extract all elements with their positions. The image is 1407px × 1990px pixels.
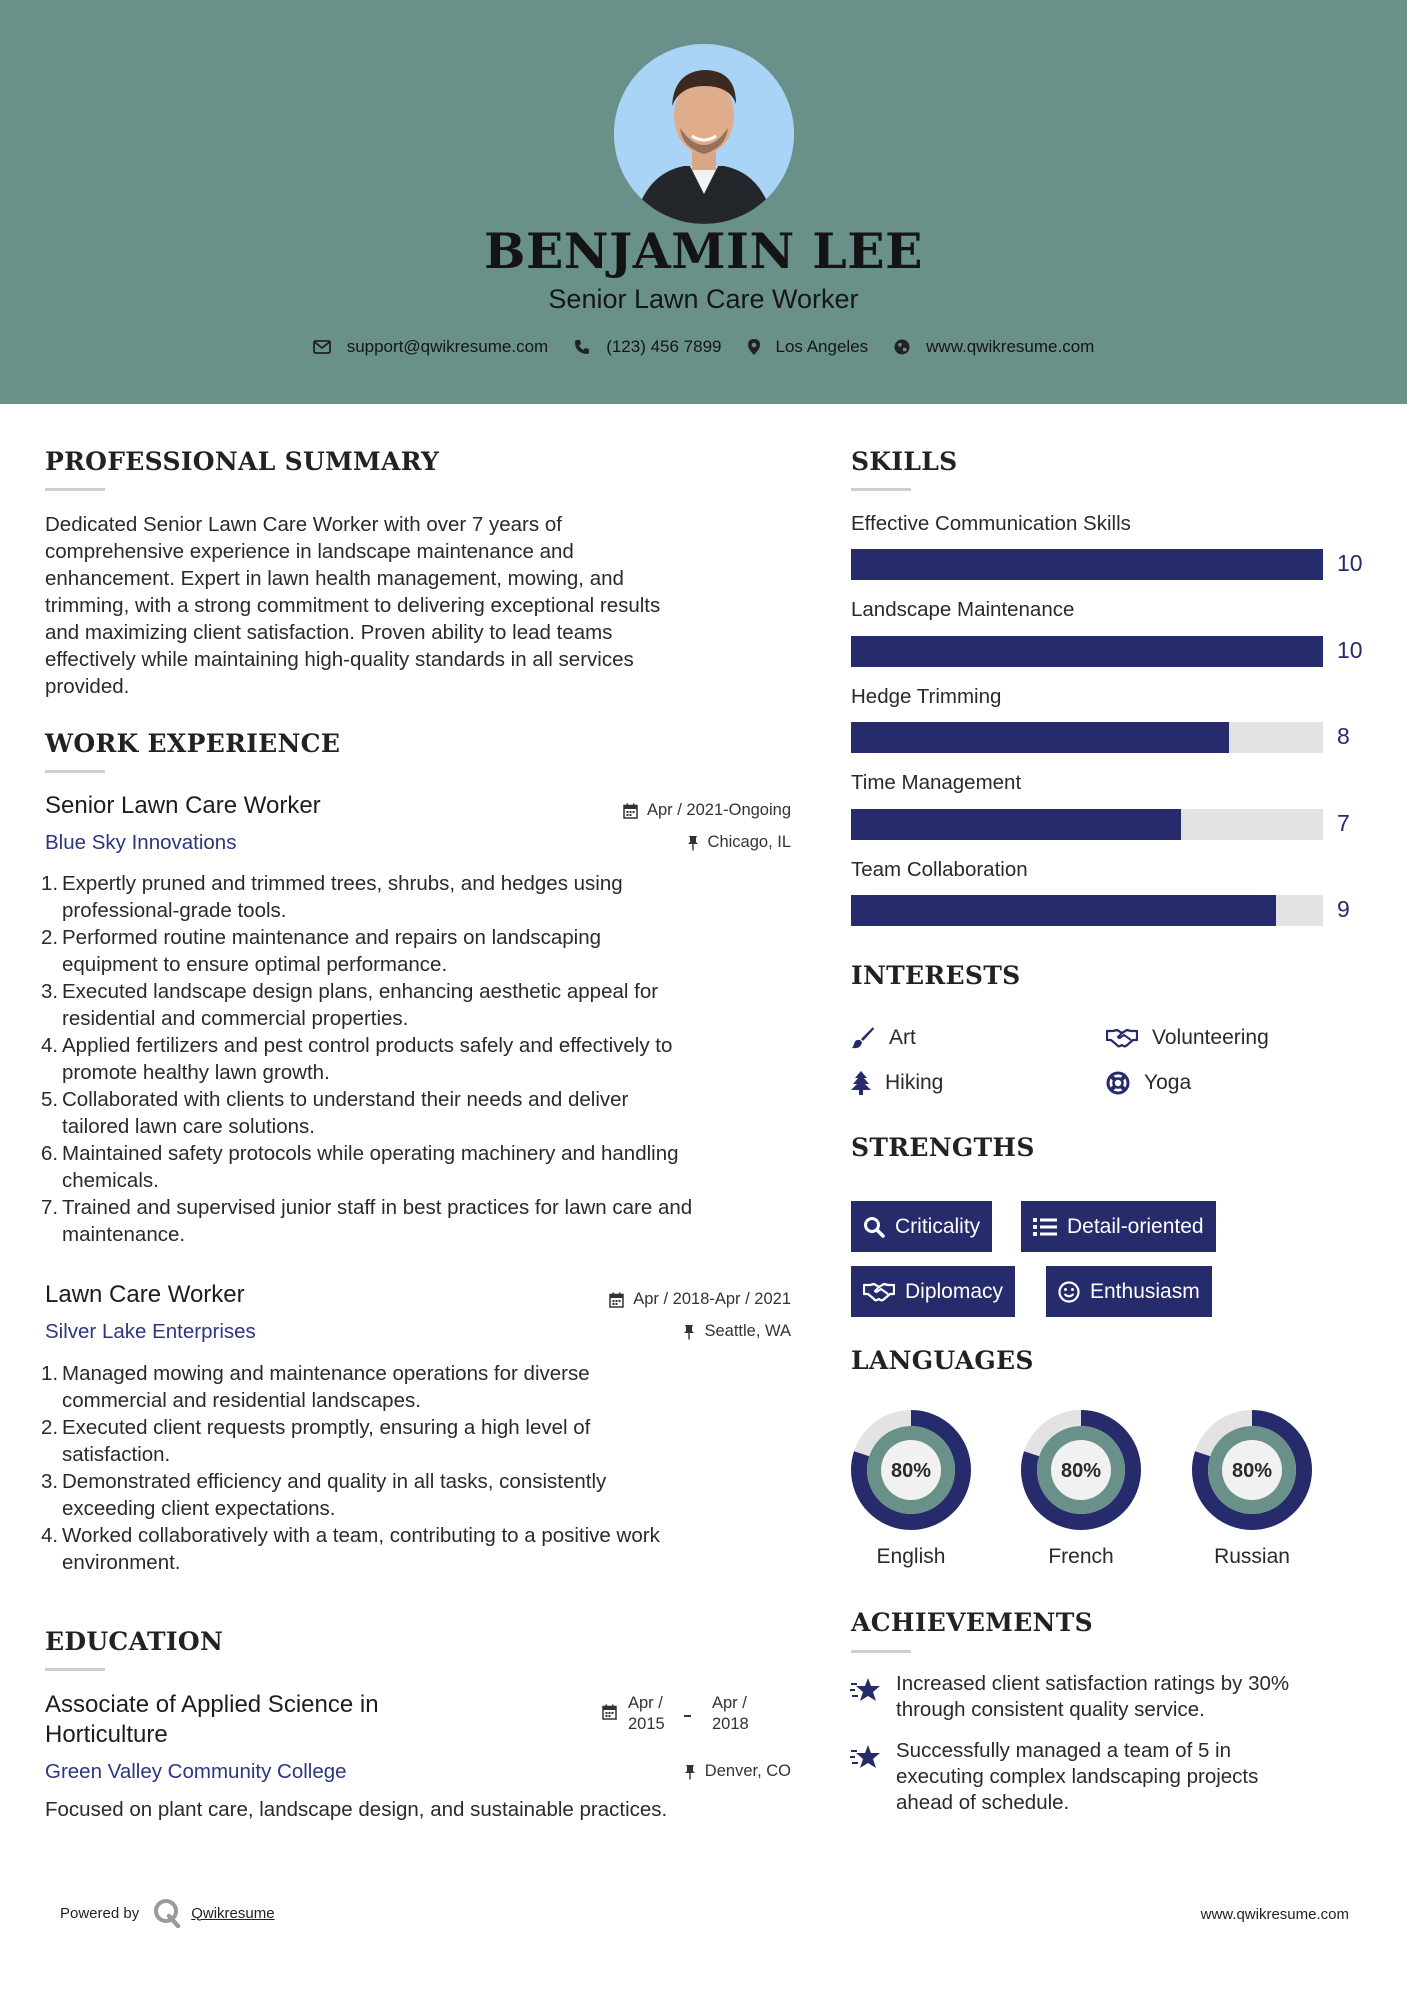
strength-chip: Diplomacy (851, 1266, 1015, 1317)
list-item: 7. Trained and supervised junior staff in best practices for lawn care and maintenance. (41, 1196, 693, 1246)
skill-label: Team Collaboration (851, 858, 1028, 881)
star-award-icon (849, 1743, 883, 1771)
skill-bar (851, 636, 1323, 667)
language-ring-graphic (1190, 1408, 1314, 1532)
start-date: Apr / 2015 (628, 1694, 665, 1733)
map-pin-icon (748, 339, 760, 355)
list-item: 5. Collaborated with clients to understand their needs and deliver tailored lawn care solutions. (41, 1088, 629, 1138)
skill-value: 7 (1337, 810, 1350, 836)
degree-title (45, 1690, 379, 1750)
skill-bar (851, 549, 1323, 580)
education-location (560, 1762, 791, 1781)
skill-label: Time Management (851, 771, 1022, 794)
education-dates (600, 1693, 770, 1739)
job-title: Senior Lawn Care Worker (45, 792, 321, 819)
achievement-item: Increased client satisfaction ratings by 30% through consistent quality service. (896, 1672, 1290, 1721)
summary-text (45, 511, 805, 700)
skill-value: 10 (1337, 637, 1363, 663)
list-item: 1. Expertly pruned and trimmed trees, shrubs, and hedges using professional-grade tools. (41, 872, 623, 922)
powered-by-label: Powered by (60, 1904, 140, 1922)
calendar-icon (623, 803, 638, 819)
skill-bar (851, 895, 1323, 926)
strength-chip: Enthusiasm (1046, 1266, 1212, 1317)
smile-icon (1058, 1281, 1080, 1303)
contact-location (748, 337, 869, 357)
list-item: 3. Demonstrated efficiency and quality in all tasks, consistently exceeding client expectations. (41, 1470, 607, 1520)
footer-website[interactable]: www.qwikresume.com (1200, 1906, 1349, 1923)
calendar-icon (602, 1704, 617, 1720)
list-item: 2. Executed client requests promptly, ensuring a high level of satisfaction. (41, 1416, 591, 1466)
language-ring (849, 1408, 973, 1532)
experience-heading: WORK EXPERIENCE (45, 729, 341, 758)
strengths-heading: STRENGTHS (851, 1133, 1035, 1162)
interest-yoga: Yoga (1106, 1071, 1191, 1095)
summary-line: trimming, with a strong commitment to delivering exceptional results (45, 594, 661, 617)
summary-divider (45, 488, 105, 491)
summary-line: comprehensive experience in landscape maintenance and (45, 540, 574, 563)
school-name: Green Valley Community College (45, 1760, 347, 1783)
degree-line: Associate of Applied Science in (45, 1691, 379, 1718)
skill-bar (851, 722, 1323, 753)
list-item: 4. Worked collaboratively with a team, contributing to a positive work environment. (41, 1524, 660, 1574)
phone-icon (574, 339, 590, 355)
language-name: English (876, 1545, 946, 1568)
interest-art: Art (851, 1026, 916, 1050)
job-title: Lawn Care Worker (45, 1281, 245, 1308)
qwikresume-link[interactable]: Qwikresume (191, 1904, 275, 1922)
skills-heading: SKILLS (851, 447, 958, 476)
pushpin-icon (683, 1324, 695, 1340)
interest-hiking: Hiking (851, 1071, 943, 1095)
qwikresume-logo-icon (153, 1898, 181, 1928)
job-location (560, 833, 791, 852)
interest-volunteering: Volunteering (1106, 1026, 1269, 1050)
language-ring (1019, 1408, 1143, 1532)
contact-phone-text: (123) 456 7899 (606, 337, 722, 356)
globe-icon (894, 339, 910, 355)
skill-label: Hedge Trimming (851, 685, 1002, 708)
achievements-divider (851, 1650, 911, 1653)
language-ring (1190, 1408, 1314, 1532)
contact-location-text: Los Angeles (775, 337, 869, 356)
education-divider (45, 1668, 105, 1671)
skill-bar-fill (851, 722, 1229, 753)
summary-line: enhancement. Expert in lawn health management, mowing, and (45, 567, 624, 590)
summary-line: and maximizing client satisfaction. Proven ability to lead teams (45, 621, 613, 644)
job-location-text: Seattle, WA (704, 1322, 791, 1340)
skill-bar (851, 809, 1323, 840)
contact-bar (0, 337, 1407, 357)
education-description: Focused on plant care, landscape design, and sustainable practices. (45, 1798, 668, 1821)
language-ring-graphic (849, 1408, 973, 1532)
summary-heading: PROFESSIONAL SUMMARY (45, 447, 440, 476)
contact-email-text: support@qwikresume.com (346, 337, 549, 356)
job-location (560, 1322, 791, 1341)
handshake-icon (863, 1281, 895, 1303)
list-item: 3. Executed landscape design plans, enhancing aesthetic appeal for residential and commercial properties. (41, 980, 659, 1030)
candidate-name: BENJAMIN LEE (484, 222, 923, 280)
contact-website-text: www.qwikresume.com (926, 337, 1095, 356)
pushpin-icon (687, 835, 699, 851)
skill-value: 10 (1337, 550, 1363, 576)
job-dates-text: Apr / 2018-Apr / 2021 (633, 1290, 791, 1308)
experience-divider (45, 770, 105, 773)
job-responsibilities (43, 870, 813, 1248)
languages-heading: LANGUAGES (851, 1346, 1034, 1375)
pushpin-icon (684, 1764, 696, 1780)
job-responsibilities (43, 1360, 813, 1576)
skill-bar-fill (851, 895, 1276, 926)
language-percent: 80% (1060, 1460, 1102, 1482)
life-ring-icon (1106, 1071, 1130, 1095)
interests-heading: INTERESTS (851, 961, 1021, 990)
contact-phone[interactable] (574, 337, 721, 357)
powered-by (60, 1898, 275, 1928)
language-name: French (1048, 1545, 1114, 1568)
strength-chip: Criticality (851, 1201, 992, 1252)
language-name: Russian (1214, 1545, 1290, 1568)
job-dates (560, 1290, 791, 1309)
list-item: 6. Maintained safety protocols while operating machinery and handling chemicals. (41, 1142, 679, 1192)
skill-bar-fill (851, 549, 1323, 580)
job-dates-text: Apr / 2021-Ongoing (646, 801, 791, 819)
language-ring-graphic (1019, 1408, 1143, 1532)
contact-email[interactable] (313, 337, 549, 357)
list-item: 2. Performed routine maintenance and repairs on landscaping equipment to ensure optimal performance. (41, 926, 602, 976)
list-item: 4. Applied fertilizers and pest control products safely and effectively to promote healthy lawn growth. (41, 1034, 673, 1084)
summary-line: provided. (45, 675, 130, 698)
education-location-text: Denver, CO (704, 1762, 791, 1780)
profile-photo (614, 44, 794, 224)
paintbrush-icon (851, 1026, 875, 1050)
star-award-icon (849, 1676, 883, 1704)
skill-label: Effective Communication Skills (851, 512, 1131, 535)
job-location-text: Chicago, IL (707, 833, 791, 851)
envelope-icon (313, 340, 331, 354)
end-date: Apr / 2018 (712, 1694, 749, 1733)
tree-icon (851, 1071, 871, 1095)
strength-chip: Detail-oriented (1021, 1201, 1216, 1252)
skill-label: Landscape Maintenance (851, 598, 1075, 621)
degree-line: Horticulture (45, 1721, 168, 1748)
achievement-item: Successfully managed a team of 5 in executing complex landscaping projects ahead of schedule. (896, 1739, 1259, 1814)
language-percent: 80% (890, 1460, 932, 1482)
education-heading: EDUCATION (45, 1627, 224, 1656)
list-item: 1. Managed mowing and maintenance operations for diverse commercial and residential landscapes. (41, 1362, 590, 1412)
calendar-icon (609, 1292, 624, 1308)
skill-value: 9 (1337, 896, 1350, 922)
handshake-icon (1106, 1027, 1138, 1049)
skills-divider (851, 488, 911, 491)
list-icon (1033, 1217, 1057, 1237)
skill-value: 8 (1337, 723, 1350, 749)
skill-bar-fill (851, 809, 1181, 840)
job-dates (560, 801, 791, 820)
language-percent: 80% (1231, 1460, 1273, 1482)
skill-bar-fill (851, 636, 1323, 667)
summary-line: effectively while maintaining high-quality standards in all services (45, 648, 634, 671)
resume-header (0, 0, 1407, 404)
contact-website[interactable] (894, 337, 1094, 357)
achievements-heading: ACHIEVEMENTS (851, 1608, 1093, 1637)
date-separator (684, 1715, 691, 1717)
search-icon (863, 1216, 885, 1238)
company-name: Silver Lake Enterprises (45, 1320, 256, 1343)
summary-line: Dedicated Senior Lawn Care Worker with over 7 years of (45, 513, 562, 536)
company-name: Blue Sky Innovations (45, 831, 237, 854)
candidate-role: Senior Lawn Care Worker (548, 284, 859, 314)
